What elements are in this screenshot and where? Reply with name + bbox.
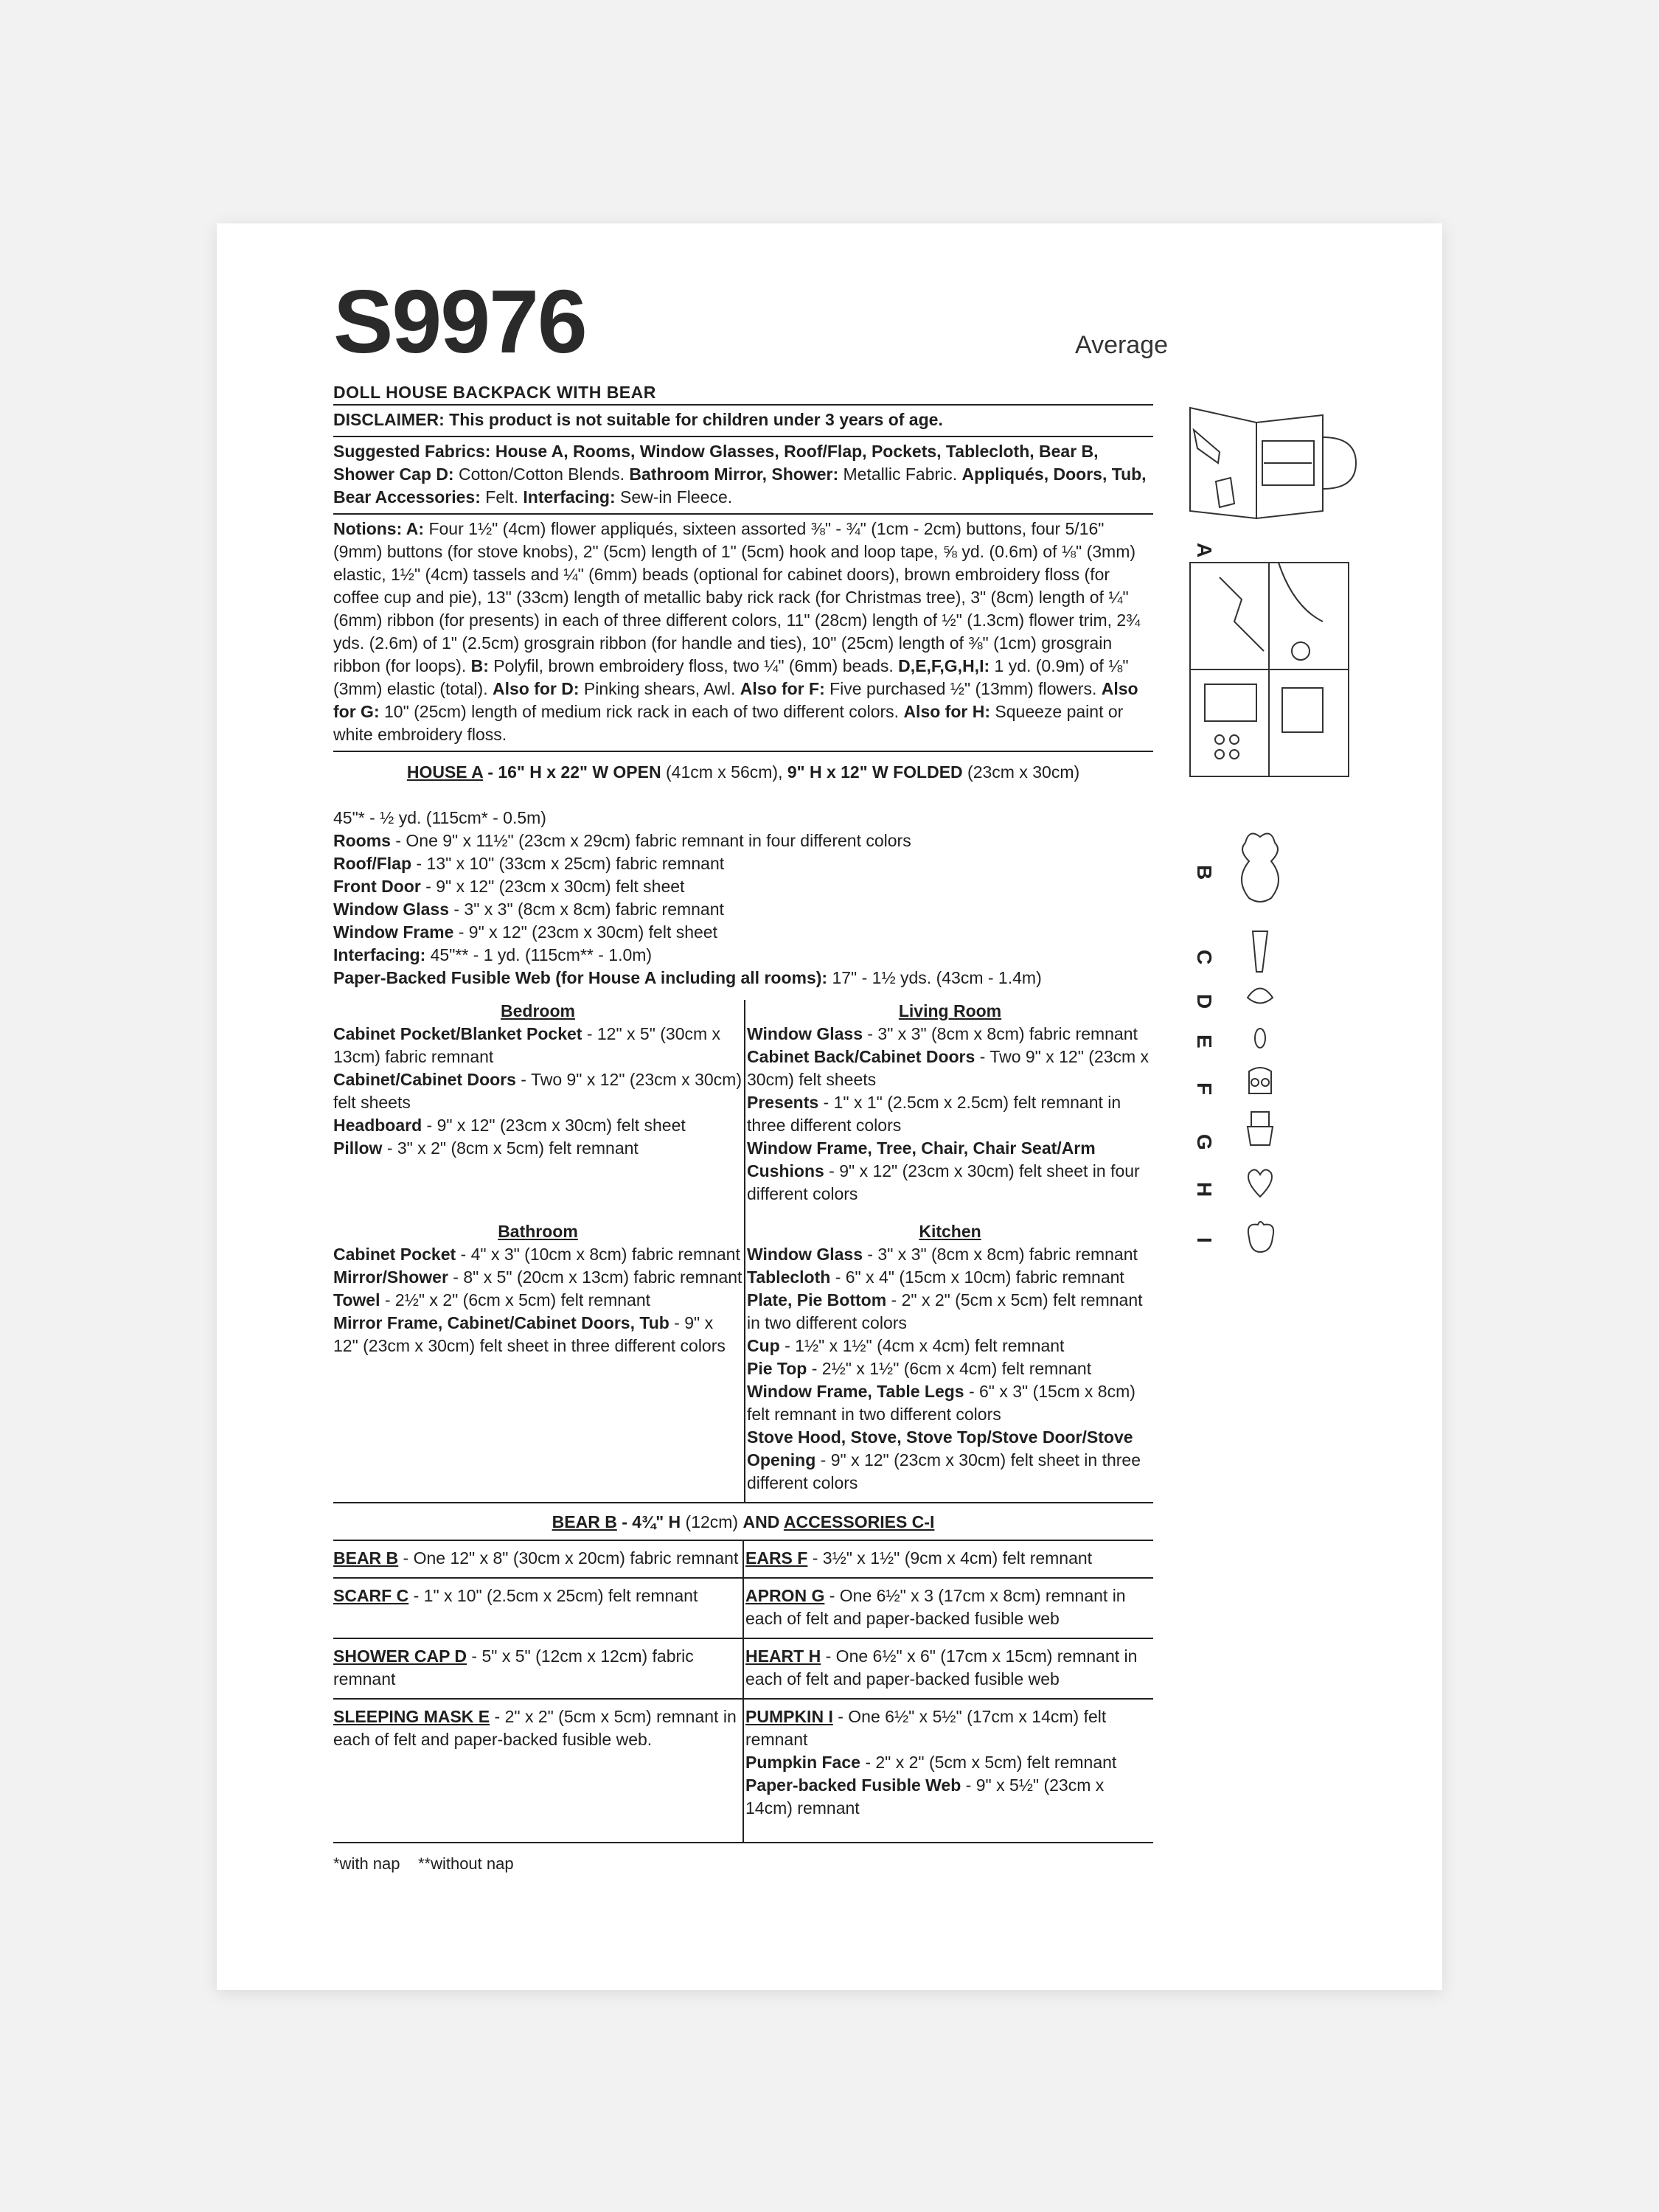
- bear-section: [333, 1502, 1153, 1540]
- room-item: [333, 1137, 742, 1160]
- room-item: [333, 1243, 742, 1266]
- bear-cell: [744, 1579, 1153, 1638]
- bear-cell-label: SCARF C: [333, 1586, 409, 1605]
- bear-cell-text: - 9" x 5½" (23cm x 14cm) remnant: [745, 1775, 1105, 1818]
- notions-text-defghi: 1 yd. (0.9m) of ⅛" (3mm) elastic (total).: [333, 656, 1129, 698]
- room-item-label: Tablecloth: [747, 1267, 831, 1287]
- view-b-bear-drawing: [1242, 834, 1279, 902]
- bear-heading-height: - 4¾" H: [616, 1512, 681, 1531]
- room-item-label: Towel: [333, 1290, 380, 1310]
- bear-cell-text: - 3½" x 1½" (9cm x 4cm) felt remnant: [807, 1548, 1093, 1568]
- bear-heading: [333, 1511, 1153, 1534]
- house-item-label: Roof/Flap: [333, 854, 412, 873]
- house-item-label: Window Glass: [333, 900, 449, 919]
- room-item-text: - 8" x 5" (20cm x 13cm) fabric remnant: [448, 1267, 742, 1287]
- bathroom-title: Bathroom: [498, 1222, 578, 1241]
- view-h-heart-drawing: [1248, 1169, 1272, 1197]
- bear-heading-cm: (12cm): [681, 1512, 743, 1531]
- pattern-text: [333, 381, 1153, 1875]
- room-item: [333, 1289, 742, 1312]
- room-item-text: - 9" x 12" (23cm x 30cm) felt sheet: [422, 1116, 686, 1135]
- bear-cell: [333, 1639, 744, 1698]
- room-item: [333, 1023, 742, 1068]
- view-label-i: I: [1193, 1237, 1216, 1243]
- room-item-label: Cabinet/Cabinet Doors: [333, 1070, 516, 1089]
- room-item-text: - 4" x 3" (10cm x 8cm) fabric remnant: [456, 1245, 740, 1264]
- notions-defghi-label: D,E,F,G,H,I:: [898, 656, 990, 675]
- view-label-d: D: [1193, 994, 1216, 1009]
- room-item-label: Mirror/Shower: [333, 1267, 448, 1287]
- bear-cell-text: - 2" x 2" (5cm x 5cm) felt remnant: [860, 1753, 1117, 1772]
- room-item-label: Plate, Pie Bottom: [747, 1290, 887, 1310]
- room-item: [747, 1023, 1153, 1046]
- bear-cell-text: - One 6½" x 3 (17cm x 8cm) remnant in each of felt and paper-backed fusible web: [745, 1586, 1126, 1628]
- difficulty-label: Average: [1075, 331, 1169, 359]
- fabrics-text-2: Cotton/Cotton Blends.: [453, 465, 630, 484]
- bear-cell-label: Paper-backed Fusible Web: [745, 1775, 961, 1795]
- house-item: [333, 875, 1153, 898]
- room-item-text: - 2½" x 1½" (6cm x 4cm) felt remnant: [807, 1359, 1092, 1378]
- house-item: [333, 944, 1153, 967]
- bear-table: [333, 1540, 1153, 1843]
- room-item-label: Window Frame, Tree, Chair, Chair Seat/Arm Cushions: [747, 1138, 1096, 1180]
- bear-cell-text: - 1" x 10" (2.5cm x 25cm) felt remnant: [408, 1586, 698, 1605]
- fabrics-text-5: Sew-in Fleece.: [615, 487, 733, 507]
- room-item-label: Cabinet Pocket/Blanket Pocket: [333, 1024, 582, 1043]
- house-item: [333, 898, 1153, 921]
- house-item: [333, 967, 1153, 990]
- house-item: [333, 852, 1153, 875]
- technical-drawings-svg: [1175, 312, 1419, 1418]
- bear-table-row: [333, 1698, 1153, 1843]
- room-item-label: Cabinet Pocket: [333, 1245, 456, 1264]
- house-heading-open-cm: (41cm x 56cm),: [661, 762, 787, 782]
- house-item-text: - One 9" x 11½" (23cm x 29cm) fabric remnant in four different colors: [390, 831, 911, 850]
- bear-cell: [744, 1700, 1153, 1842]
- house-item-text: - 9" x 12" (23cm x 30cm) felt sheet: [420, 877, 685, 896]
- bear-cell-label: Pumpkin Face: [745, 1753, 860, 1772]
- notions-d-label: Also for D:: [492, 679, 580, 698]
- pattern-sheet: [217, 223, 1442, 1990]
- house-item-label: Interfacing:: [333, 945, 426, 964]
- house-item-label: Rooms: [333, 831, 391, 850]
- room-item: [747, 1266, 1153, 1289]
- room-item-label: Cup: [747, 1336, 780, 1355]
- room-item-text: - 9" x 12" (23cm x 30cm) felt sheet in three different colors: [747, 1450, 1141, 1492]
- bear-cell: [333, 1700, 744, 1842]
- notions-b-label: B:: [470, 656, 489, 675]
- notions-text-h: Squeeze paint or white embroidery floss.: [333, 702, 1124, 744]
- rooms-bottom: [333, 1220, 1153, 1502]
- house-item-text: 17" - 1½ yds. (43cm - 1.4m): [827, 968, 1042, 987]
- room-item-text: - Two 9" x 12" (23cm x 30cm) felt sheets: [747, 1047, 1150, 1089]
- room-item-text: - 12" x 5" (30cm x 13cm) fabric remnant: [333, 1024, 721, 1066]
- pattern-title: DOLL HOUSE BACKPACK WITH BEAR: [333, 383, 656, 402]
- bear-cell: [744, 1639, 1153, 1698]
- room-item: [747, 1357, 1153, 1380]
- room-item-text: - 1" x 1" (2.5cm x 2.5cm) felt remnant in three different colors: [747, 1093, 1121, 1135]
- suggested-fabrics: [333, 436, 1153, 513]
- view-c-scarf-drawing: [1253, 931, 1267, 972]
- kitchen-title: Kitchen: [919, 1222, 981, 1241]
- bear-cell-label: SLEEPING MASK E: [333, 1707, 490, 1726]
- house-heading-name: HOUSE A: [406, 762, 483, 782]
- view-label-c: C: [1193, 950, 1216, 965]
- view-a-open-drawing: [1190, 563, 1349, 776]
- room-item-label: Pie Top: [747, 1359, 807, 1378]
- bear-heading-name: BEAR B: [552, 1512, 617, 1531]
- fabrics-text-1: House A, Rooms, Window Glasses, Roof/Flap, Pockets, Tablecloth, Bear B, Shower Cap: [333, 442, 1099, 484]
- pattern-content: [333, 271, 1153, 1875]
- bear-cell-label: EARS F: [745, 1548, 808, 1568]
- view-f-ears-drawing: [1249, 1068, 1271, 1093]
- room-item-text: - 3" x 3" (8cm x 8cm) fabric remnant: [862, 1245, 1138, 1264]
- bear-table-row: [333, 1577, 1153, 1638]
- room-item-text: - 3" x 2" (8cm x 5cm) felt remnant: [382, 1138, 639, 1158]
- bear-heading-and: AND: [742, 1512, 784, 1531]
- bear-cell-label: PUMPKIN I: [745, 1707, 833, 1726]
- bear-cell: [744, 1541, 1153, 1577]
- room-item: [747, 1380, 1153, 1426]
- house-heading-folded: 9" H x 12" W FOLDED: [787, 762, 963, 782]
- room-item-text: - 9" x 12" (23cm x 30cm) felt sheet in three different colors: [333, 1313, 726, 1355]
- view-label-f: F: [1193, 1082, 1216, 1096]
- fabrics-text-4: Felt.: [480, 487, 524, 507]
- bear-table-row: [333, 1540, 1153, 1577]
- view-g-apron-drawing: [1248, 1112, 1273, 1145]
- room-item: [747, 1426, 1153, 1495]
- room-item: [333, 1114, 742, 1137]
- fabrics-d-label: D:: [436, 465, 454, 484]
- bathroom-column: [333, 1220, 745, 1502]
- view-label-g: G: [1193, 1134, 1216, 1150]
- room-item: [747, 1243, 1153, 1266]
- notions-f-label: Also for F:: [740, 679, 825, 698]
- bear-cell-text: - One 6½" x 6" (17cm x 15cm) remnant in each of felt and paper-backed fusible web: [745, 1646, 1138, 1688]
- house-item-label: Front Door: [333, 877, 421, 896]
- notions-text-f: Five purchased ½" (13mm) flowers.: [824, 679, 1102, 698]
- room-item-label: Headboard: [333, 1116, 422, 1135]
- room-item-text: - 6" x 3" (15cm x 8cm) felt remnant in two different colors: [747, 1382, 1135, 1424]
- fabrics-label: Suggested Fabrics:: [333, 442, 491, 461]
- bear-cell-text: - One 12" x 8" (30cm x 20cm) fabric remnant: [398, 1548, 739, 1568]
- view-a-folded-drawing: [1190, 408, 1356, 518]
- room-item: [747, 1046, 1153, 1091]
- technical-drawings: [1175, 312, 1419, 1418]
- room-item-label: Presents: [747, 1093, 819, 1112]
- room-item-text: - 2" x 2" (5cm x 5cm) felt remnant in two different colors: [747, 1290, 1143, 1332]
- house-item-text: 45"** - 1 yd. (115cm** - 1.0m): [425, 945, 653, 964]
- room-item-label: Window Frame, Table Legs: [747, 1382, 964, 1401]
- house-heading-open: - 16" H x 22" W OPEN: [482, 762, 661, 782]
- room-item-label: Pillow: [333, 1138, 383, 1158]
- room-item: [747, 1137, 1153, 1206]
- house-item-label: Paper-Backed Fusible Web (for House A including all rooms):: [333, 968, 828, 987]
- house-section: [333, 751, 1153, 990]
- view-label-b: B: [1193, 865, 1216, 880]
- room-item-label: Stove Hood, Stove, Stove Top/Stove Door/Stove Opening: [747, 1427, 1133, 1470]
- notions: [333, 513, 1153, 751]
- house-item-text: - 3" x 3" (8cm x 8cm) fabric remnant: [448, 900, 724, 919]
- room-item-text: - 2½" x 2" (6cm x 5cm) felt remnant: [380, 1290, 651, 1310]
- notions-text-d: Pinking shears, Awl.: [579, 679, 740, 698]
- view-e-mask-drawing: [1255, 1029, 1265, 1048]
- notions-text-g: 10" (25cm) length of medium rick rack in each of two different colors.: [379, 702, 904, 721]
- bear-cell: [333, 1579, 744, 1638]
- house-heading: [333, 761, 1153, 784]
- room-item: [333, 1312, 742, 1357]
- house-item-label: Window Frame: [333, 922, 454, 942]
- bear-cell-label: SHOWER CAP D: [333, 1646, 467, 1666]
- view-label-h: H: [1193, 1182, 1216, 1197]
- room-item-text: - 6" x 4" (15cm x 10cm) fabric remnant: [830, 1267, 1124, 1287]
- fabrics-interfacing-label: Interfacing:: [523, 487, 616, 507]
- house-item-text: - 13" x 10" (33cm x 25cm) fabric remnant: [411, 854, 725, 873]
- bedroom-column: [333, 1000, 745, 1220]
- room-item: [333, 1266, 742, 1289]
- bear-cell-label: BEAR B: [333, 1548, 399, 1568]
- rooms-top: [333, 1000, 1153, 1220]
- bear-cell-text: - 5" x 5" (12cm x 12cm) fabric remnant: [333, 1646, 694, 1688]
- bear-heading-accessories: ACCESSORIES C-I: [783, 1512, 935, 1531]
- fabrics-appliques-label: Appliqués, Doors, Tub, Bear Accessories:: [333, 465, 1147, 507]
- notions-h-label: Also for H:: [903, 702, 990, 721]
- room-item-text: - 9" x 12" (23cm x 30cm) felt sheet in four different colors: [747, 1161, 1140, 1203]
- view-i-pumpkin-drawing: [1248, 1222, 1273, 1252]
- room-item-label: Mirror Frame, Cabinet/Cabinet Doors, Tub: [333, 1313, 669, 1332]
- bedroom-title: Bedroom: [501, 1001, 575, 1020]
- footnote: *with nap **without nap: [333, 1854, 514, 1873]
- room-item: [747, 1335, 1153, 1357]
- house-heading-folded-cm: (23cm x 30cm): [962, 762, 1080, 782]
- view-label-a: A: [1193, 543, 1216, 558]
- fabrics-mirror-label: Bathroom Mirror, Shower:: [629, 465, 839, 484]
- house-item: [333, 921, 1153, 944]
- view-d-shower-cap-drawing: [1248, 989, 1273, 1004]
- bear-cell-text: - One 6½" x 5½" (17cm x 14cm) felt remnant: [745, 1707, 1107, 1749]
- fabrics-text-3: Metallic Fabric.: [838, 465, 962, 484]
- bear-cell-label: HEART H: [745, 1646, 821, 1666]
- notions-text-a: Four 1½" (4cm) flower appliqués, sixteen assorted ⅜" - ¾" (1cm - 2cm) buttons, four 5/16" (9mm) buttons (for stove knobs), 2" (5cm) length of 1" (5cm) hook and loop tape, ⅝ yd. (0.6m) of ⅛" (3mm) elastic, 1½" (4cm) tassels and ¼" (6mm) beads (optional for cabinet doors), brown embroidery floss (for coffee cup and pie), 13" (33cm) length of metallic baby rick rack (for Christmas tree), 3" (8cm) length of ¼" (6mm) ribbon (for presents) in each of three different colors, 11" (28cm) length of ½" (1.3cm) flower trim, 2¾ yds. (2.6m) of 1" (2.5cm) grosgrain ribbon (for handle and ties), 10" (25cm) length of ⅜" (1cm) grosgrain ribbon (for loops).: [333, 519, 1141, 675]
- bear-table-row: [333, 1638, 1153, 1698]
- notions-label: Notions: A:: [333, 519, 425, 538]
- room-item: [747, 1091, 1153, 1137]
- pattern-code: S9976: [333, 271, 586, 372]
- notions-text-b: Polyfil, brown embroidery floss, two ¼" (6mm) beads.: [488, 656, 899, 675]
- kitchen-column: [745, 1220, 1153, 1502]
- room-item-text: - 1½" x 1½" (4cm x 4cm) felt remnant: [779, 1336, 1065, 1355]
- house-yardage: 45"* - ½ yd. (115cm* - 0.5m): [333, 808, 546, 827]
- room-item: [747, 1289, 1153, 1335]
- room-item: [333, 1068, 742, 1114]
- living-room-column: [745, 1000, 1153, 1220]
- room-item-text: - Two 9" x 12" (23cm x 30cm) felt sheets: [333, 1070, 742, 1112]
- room-item-label: Cabinet Back/Cabinet Doors: [747, 1047, 975, 1066]
- bear-cell-text: - 2" x 2" (5cm x 5cm) remnant in each of felt and paper-backed fusible web.: [333, 1707, 737, 1749]
- room-item-text: - 3" x 3" (8cm x 8cm) fabric remnant: [862, 1024, 1138, 1043]
- bear-cell: [333, 1541, 744, 1577]
- house-item-list: [333, 830, 1153, 990]
- house-item: [333, 830, 1153, 852]
- view-label-e: E: [1193, 1034, 1216, 1048]
- notions-g-label: Also for G:: [333, 679, 1138, 721]
- bear-cell-label: APRON G: [745, 1586, 825, 1605]
- room-item-label: Window Glass: [747, 1245, 863, 1264]
- living-room-title: Living Room: [898, 1001, 1002, 1020]
- disclaimer: DISCLAIMER: This product is not suitable for children under 3 years of age.: [333, 404, 1153, 436]
- room-item-label: Window Glass: [747, 1024, 863, 1043]
- house-item-text: - 9" x 12" (23cm x 30cm) felt sheet: [453, 922, 717, 942]
